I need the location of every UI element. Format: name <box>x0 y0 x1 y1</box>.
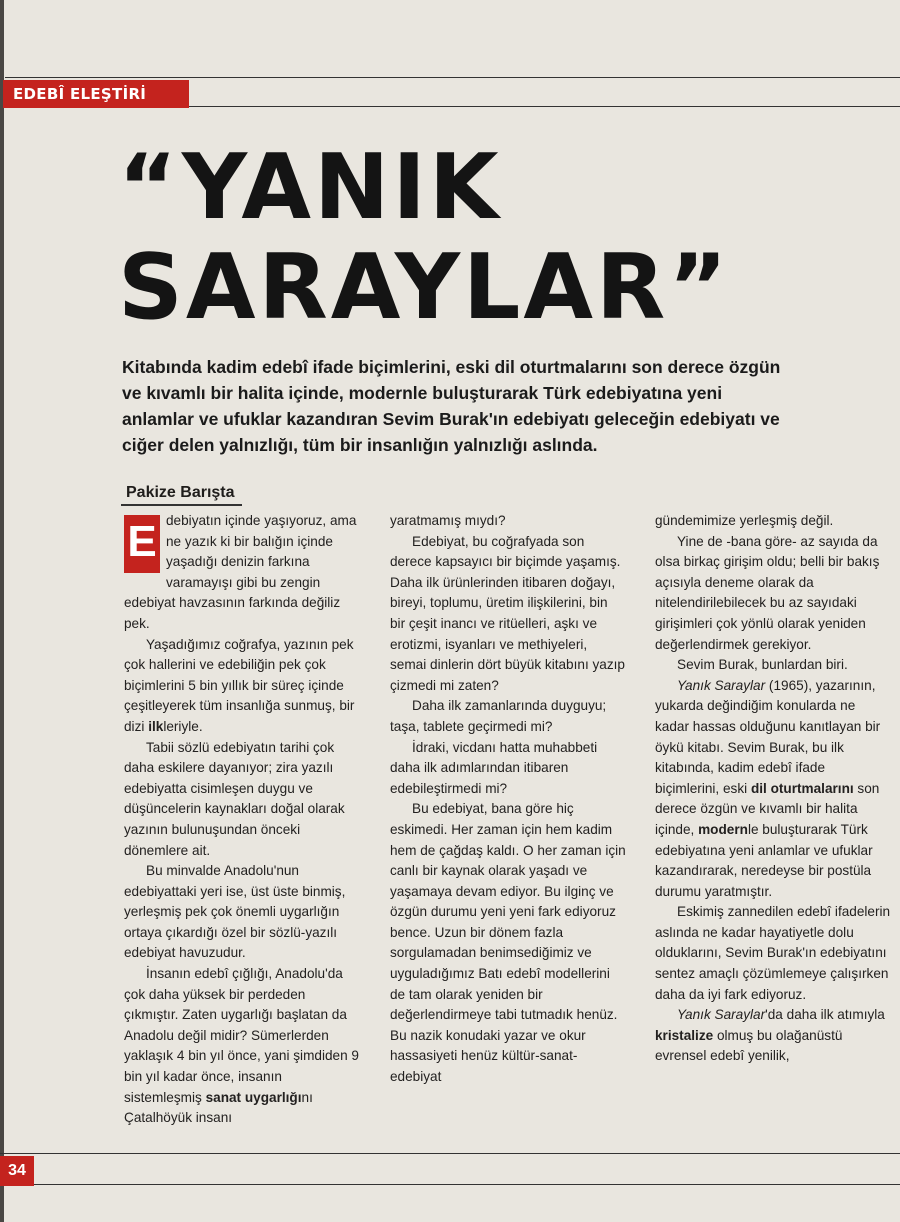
section-label: EDEBÎ ELEŞTİRİ <box>3 80 189 108</box>
paragraph: İdraki, vicdanı hatta muhabbeti daha ilk adımlarından itibaren edebileştirmedi mi? <box>390 739 598 796</box>
paragraph-text: (1965), yazarının, yukarda değindiğim konularda ne kadar hassas olduğunu kanıtlayan bir öykü kitabı. Sevim Burak, bu ilk kitabında, kadim edebî ifade biçimlerini, eski <box>655 677 881 796</box>
emphasis-text: kristalize <box>655 1027 714 1043</box>
paragraph-text: le buluşturarak Türk edebiyatına yeni anlamlar ve ufuklar kazandırarak, neredeyse bir postüla durumu yaratmıştır. <box>655 821 873 899</box>
emphasis-text: sanat uygarlığı <box>205 1089 302 1105</box>
paragraph <box>124 635 360 738</box>
page-number: 34 <box>0 1156 34 1186</box>
text-column-2 <box>390 511 626 1088</box>
paragraph: Daha ilk zamanlarında duyguyu; taşa, tablete geçirmedi mi? <box>390 698 607 734</box>
paragraph-text: İnsanın edebî çığlığı, Anadolu'da çok daha yüksek bir perdeden çıkmıştır. Zaten uygarlığı başlatan da Anadolu değil midir? Sümerlerden yaklaşık 4 bin yıl önce, yani şimdiden 9 bin yıl kadar önce, insanın sistemleşmiş <box>124 966 359 1105</box>
paragraph-text: olmuş bu olağanüstü evrensel edebî yenilik, <box>655 1027 843 1064</box>
article-title-line-1: “YANIK <box>118 135 502 240</box>
page-edge-shadow <box>0 0 4 1222</box>
paragraph: Bu edebiyat, bana göre hiç eskimedi. Her zaman için hem kadim hem de çağdaş kaldı. O her zaman için canlı bir kaynak olarak yaşadı ve yaşamaya devam ediyor. Bu ilginç ve özgün durumu yeni yeni fark ediyoruz bence. Uzun bir dönem fazla sorgulamadan benimsediğimiz ve uyguladığımız Batı edebî modellerini de tam olarak yeniden bir değerlendirmeye tabi tutmadık henüz. Bu nazik konudaki yazar ve okur hassasiyeti henüz kültür-sanat-edebiyat <box>390 801 626 1085</box>
paragraph: Edebiyat, bu coğrafyada son derece kapsayıcı bir biçimde yaşamış. Daha ilk ürünlerinden itibaren doğayı, bireyi, toplumu, üretim ilişkilerini, bin bir çeşit inancı ve ritüelleri, aşkı ve erotizmi, isyanları ve methiyeleri, semai dinlerin dört büyük kitabını yazıp çizmedi mi zaten? <box>390 533 625 693</box>
article-title <box>118 135 738 340</box>
paragraph-text: leriyle. <box>163 718 203 734</box>
footer-rule <box>0 1153 900 1154</box>
paragraph: gündemimize yerleşmiş değil. <box>655 513 834 528</box>
emphasis-text: modern <box>698 821 748 837</box>
paragraph-text: Yaşadığımız coğrafya, yazının pek çok hallerini ve edebiliğin pek çok biçimlerini 5 bin yıllık bir süreç içinde çeşitleyerek tüm insanlığa sunmuş, bir dizi <box>124 636 355 734</box>
drop-cap: E <box>124 515 160 573</box>
emphasis-text: dil oturtmalarını <box>750 780 854 796</box>
paragraph-text: nı Çatalhöyük insanı <box>124 1089 313 1126</box>
paragraph-text: son derece özgün ve kıvamlı bir halita içinde, <box>655 780 880 837</box>
header-rule-lower <box>189 106 900 107</box>
text-column-3 <box>655 511 893 1067</box>
paragraph <box>655 1005 893 1067</box>
header-rule <box>5 77 900 78</box>
paragraph <box>124 964 360 1129</box>
emphasis-text: ilk <box>148 718 164 734</box>
paragraph-text: 'da daha ilk atımıyla <box>765 1007 885 1023</box>
paragraph: Yine de -bana göre- az sayıda da olsa birkaç girişim oldu; belli bir bakış açısıyla deneme olarak da nitelendirilebilecek bu az sayıdaki girişimleri çok yönlü olarak yeniden değerlendirmek gerekiyor. <box>655 533 880 652</box>
article-title-line-2: SARAYLAR” <box>118 235 731 340</box>
book-title-italic: Yanık Saraylar <box>677 1007 766 1023</box>
paragraph <box>124 511 360 635</box>
paragraph-text: debiyatın içinde yaşıyoruz, ama ne yazık ki bir balığın içinde yaşadığı denizin farkına varamayışı gibi bu zengin edebiyat havzasının farkında değiliz pek. <box>124 513 357 631</box>
author-byline: Pakize Barışta <box>126 484 235 501</box>
article-lead: Kitabında kadim edebî ifade biçimlerini, eski dil oturtmalarını son derece özgün ve kıvamlı bir halita içinde, modernle buluşturarak Türk edebiyatına yeni anlamlar ve ufuklar kazandıran Sevim Burak'ın edebiyatı geleceğin edebiyatı ve ciğer delen yalnızlığı, tüm bir insanlığın yalnızlığı aslında. <box>122 357 781 455</box>
footer-rule-lower <box>34 1184 900 1185</box>
paragraph <box>655 676 893 903</box>
paragraph: Bu minvalde Anadolu'nun edebiyattaki yeri ise, üst üste binmiş, yerleşmiş pek çok önemli uygarlığın ortaya çıkardığı özel bir sözlü-yazılı edebiyat havuzudur. <box>124 863 346 961</box>
paragraph: Eskimiş zannedilen edebî ifadelerin aslında ne kadar hayatiyetle dolu olduklarını, Sevim Burak'ın edebiyatını sentez amaçlı çözümlemeye çalışırken daha da iyi fark ediyoruz. <box>655 904 891 1002</box>
paragraph: Tabii sözlü edebiyatın tarihi çok daha eskilere dayanıyor; zira yazılı edebiyatta cisimleşen duygu ve düşüncelerin kaynakları doğal olarak yazının bulunuşundan önceki dönemlere ait. <box>124 739 345 858</box>
paragraph: Sevim Burak, bunlardan biri. <box>677 657 848 673</box>
book-title-italic: Yanık Saraylar <box>677 677 766 693</box>
text-column-1 <box>124 511 360 1129</box>
paragraph: yaratmamış mıydı? <box>390 513 506 528</box>
author-underline <box>121 504 242 506</box>
